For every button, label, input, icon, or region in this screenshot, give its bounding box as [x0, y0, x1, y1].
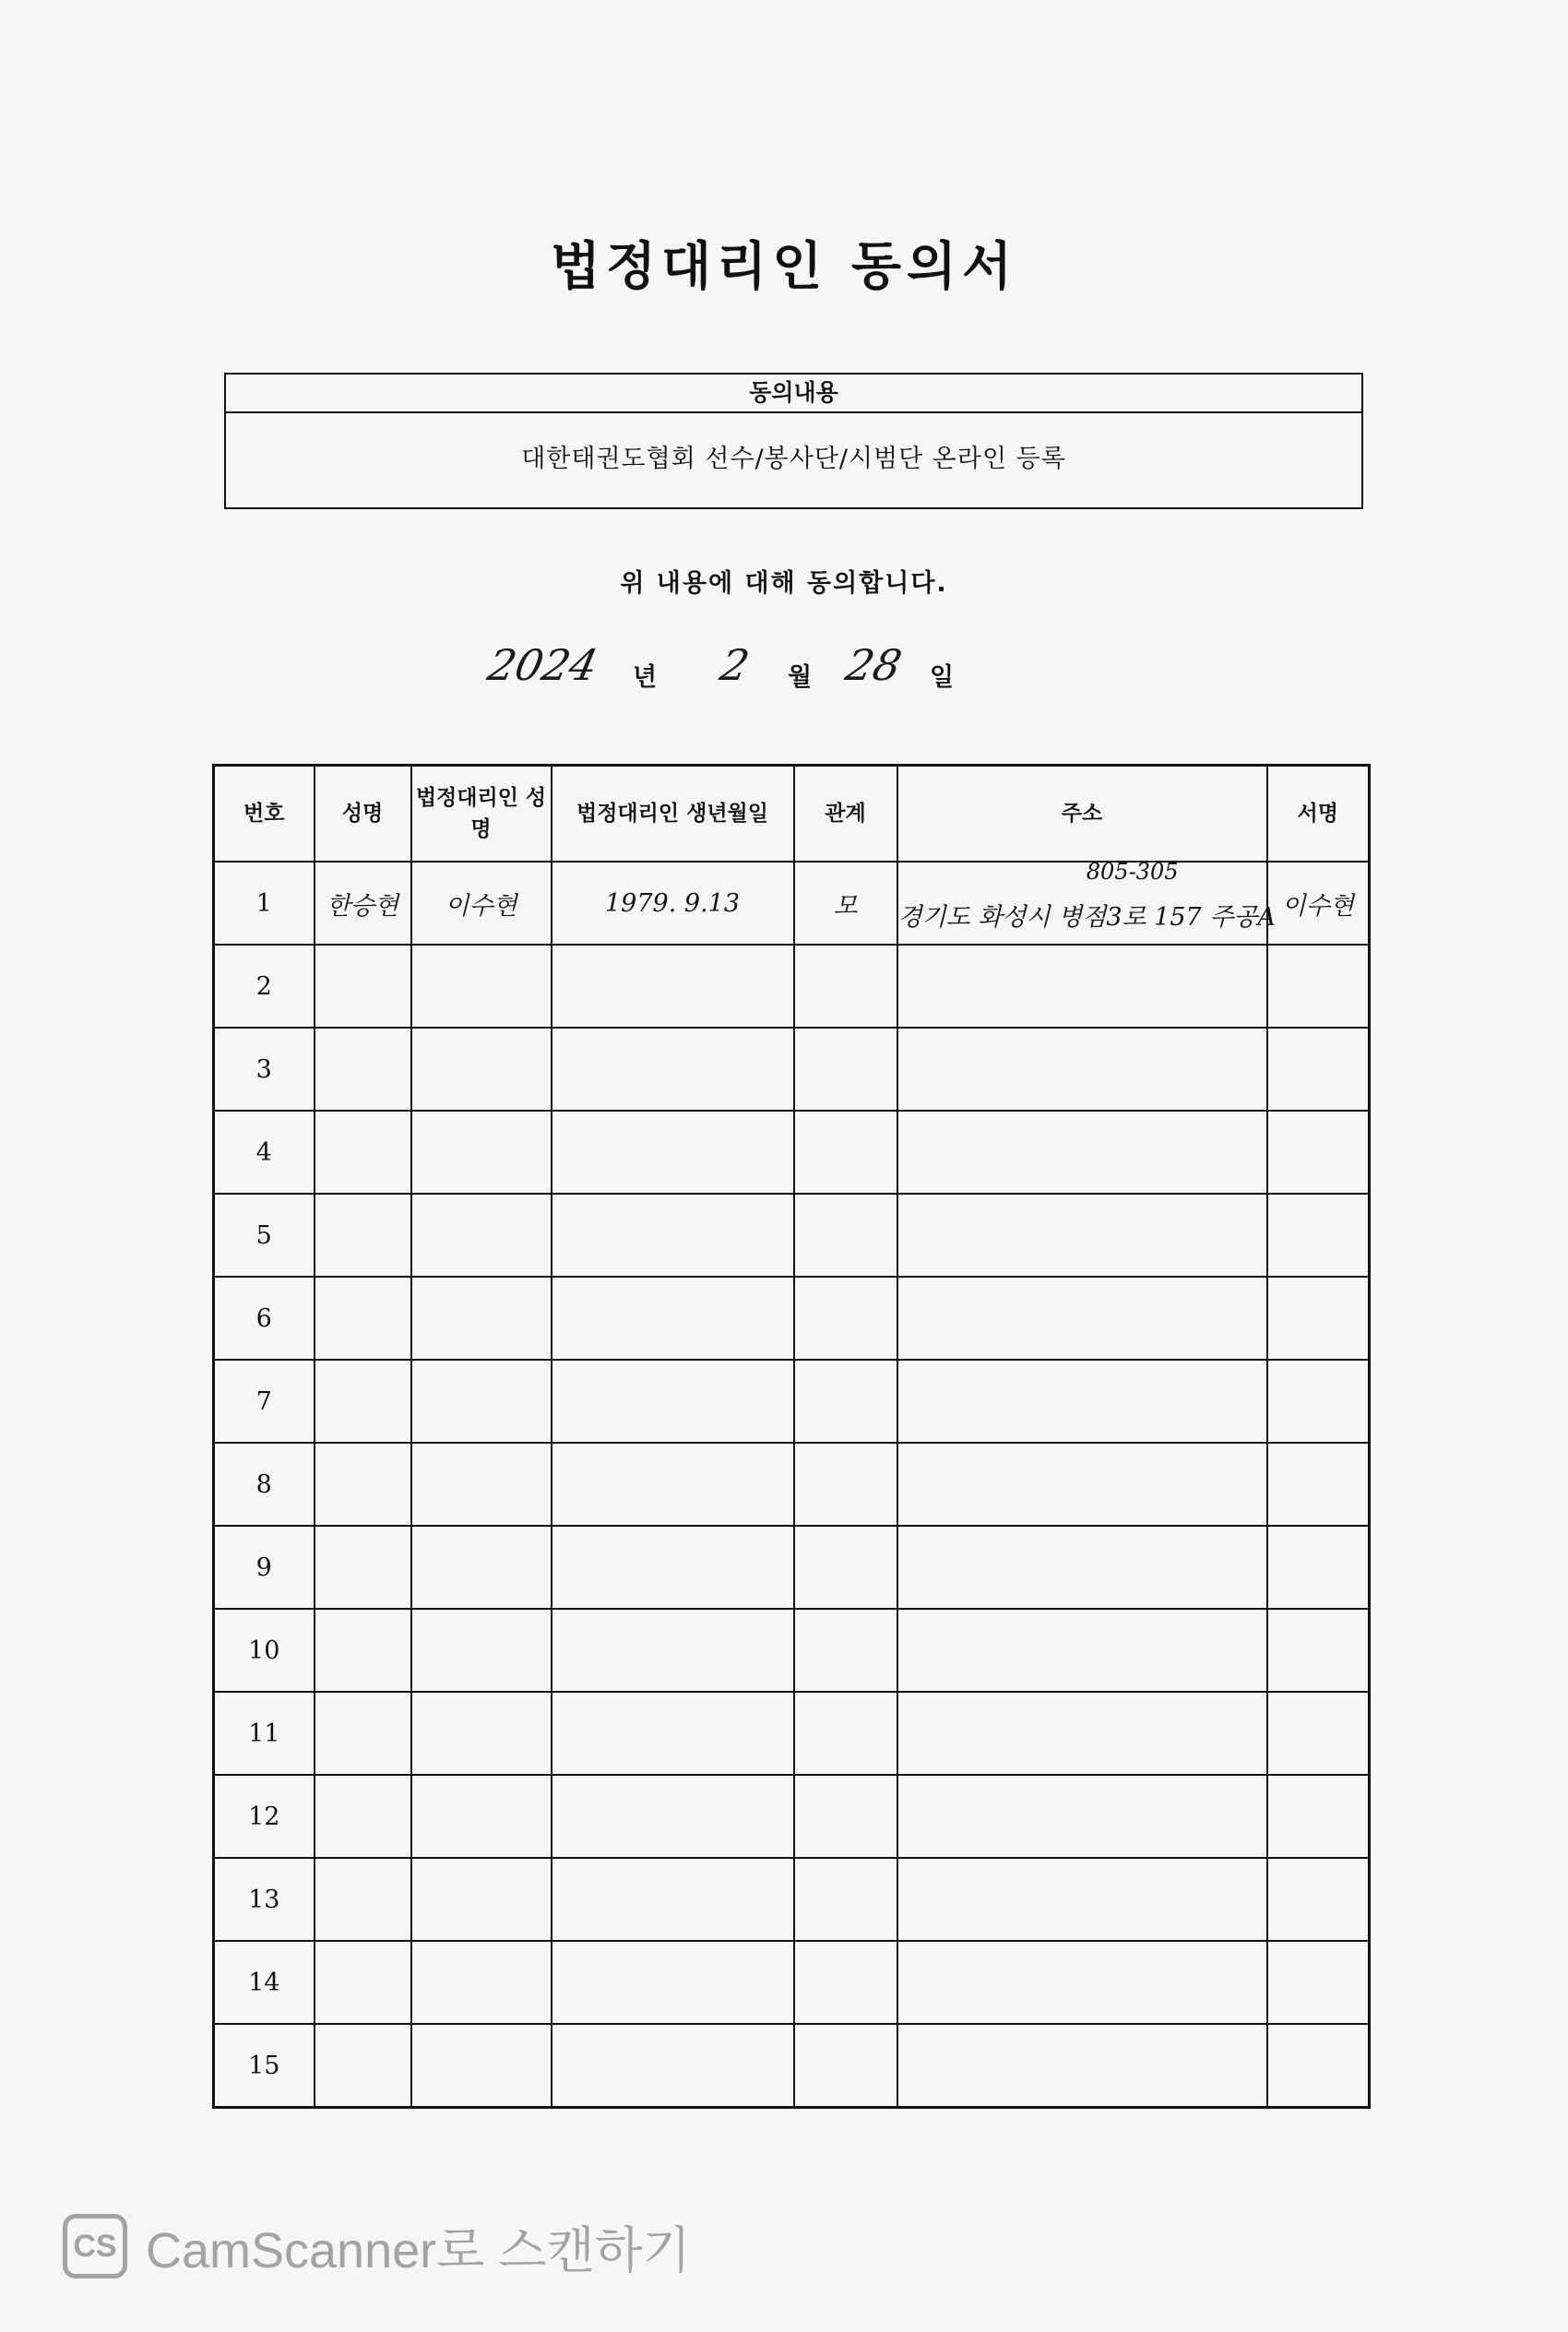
address-cell: [897, 1775, 1267, 1858]
student-name-cell: [315, 1526, 411, 1609]
table-body: [214, 859, 1370, 2108]
row-number: 4: [214, 1111, 315, 1194]
address-cell: [897, 1443, 1267, 1526]
student-name-cell: [315, 1941, 411, 2024]
signature-cell: [1267, 1692, 1370, 1775]
relation-cell: [794, 945, 897, 1028]
row-number: 1: [214, 862, 315, 945]
table-row: [214, 1277, 1370, 1360]
address-cell: [897, 1360, 1267, 1443]
guardian-dob-cell: [552, 2024, 794, 2108]
guardian-dob-cell: 1979. 9.13: [552, 862, 794, 945]
date-month-unit: 월: [788, 663, 813, 692]
header-number: 번호: [214, 766, 315, 863]
table-row: [214, 1941, 1370, 2024]
guardian-dob-cell: [552, 1526, 794, 1609]
header-guardian-dob: 법정대리인 생년월일: [552, 766, 794, 863]
address-text: [898, 1058, 1266, 1080]
address-cell: [897, 1941, 1267, 2024]
guardian-dob-cell: [552, 1775, 794, 1858]
header-address: 주소: [897, 766, 1267, 863]
row-number: 2: [214, 945, 315, 1028]
address-cell: [897, 859, 1276, 945]
header-signature: 서명: [1267, 766, 1370, 863]
student-name-cell: [315, 1775, 411, 1858]
student-name-cell: [315, 1277, 411, 1360]
address-text: [898, 1722, 1266, 1744]
address-text: [898, 1805, 1266, 1827]
date-year: 2024: [483, 640, 602, 690]
relation-cell: [794, 1941, 897, 2024]
relation-cell: [794, 1028, 897, 1111]
guardian-dob-cell: [552, 1941, 794, 2024]
address-text: [898, 1888, 1266, 1910]
header-name: 성명: [315, 766, 411, 863]
date-day-unit: 일: [930, 663, 955, 692]
header-guardian-name: 법정대리인 성명: [411, 766, 552, 863]
watermark-text: CamScanner로 스캔하기: [146, 2222, 691, 2278]
student-name-cell: [315, 945, 411, 1028]
table-row: [214, 1775, 1370, 1858]
consent-header: 동의내용: [226, 375, 1361, 413]
address-cell: [897, 1858, 1267, 1941]
scanner-watermark: [63, 2209, 691, 2283]
guardian-dob-cell: [552, 1858, 794, 1941]
signature-cell: [1267, 1941, 1370, 2024]
address-cell: [897, 945, 1267, 1028]
relation-cell: 모: [794, 862, 897, 945]
address-unit-number: 805-305: [1086, 859, 1179, 885]
relation-cell: [794, 1277, 897, 1360]
student-name-cell: [315, 1360, 411, 1443]
table-row: [214, 1028, 1370, 1111]
address-text: [898, 1141, 1266, 1163]
row-number: 10: [214, 1609, 315, 1692]
signature-cell: [1267, 1858, 1370, 1941]
guardian-name-cell: [411, 945, 552, 1028]
guardian-dob-cell: [552, 1443, 794, 1526]
guardian-dob-cell: [552, 1028, 794, 1111]
relation-cell: [794, 1609, 897, 1692]
guardian-name-cell: [411, 1526, 552, 1609]
address-cell: [897, 1692, 1267, 1775]
address-cell: [897, 1609, 1267, 1692]
address-text: [898, 1224, 1266, 1246]
agreement-statement: 위 내용에 대해 동의합니다.: [620, 569, 948, 598]
row-number: 5: [214, 1194, 315, 1277]
signature-cell: [1267, 2024, 1370, 2108]
address-text: [898, 1556, 1266, 1578]
relation-cell: [794, 1858, 897, 1941]
student-name-cell: [315, 1194, 411, 1277]
table-row: [214, 1692, 1370, 1775]
table-row: [214, 1526, 1370, 1609]
guardian-dob-cell: [552, 1277, 794, 1360]
relation-cell: [794, 1111, 897, 1194]
relation-cell: [794, 1526, 897, 1609]
guardian-name-cell: [411, 1360, 552, 1443]
signature-cell: [1267, 945, 1370, 1028]
guardian-dob-cell: [552, 1609, 794, 1692]
student-name-cell: [315, 1443, 411, 1526]
guardian-name-cell: [411, 1028, 552, 1111]
guardian-name-cell: [411, 1941, 552, 2024]
relation-cell: [794, 1692, 897, 1775]
camscanner-logo-icon: CS: [63, 2214, 127, 2278]
guardian-name-cell: [411, 1692, 552, 1775]
table-row: [214, 1609, 1370, 1692]
guardian-name-cell: [411, 1858, 552, 1941]
date-month: 2: [716, 640, 754, 690]
address-text: [898, 2054, 1266, 2076]
row-number: 3: [214, 1028, 315, 1111]
relation-cell: [794, 1775, 897, 1858]
guardian-name-cell: [411, 1111, 552, 1194]
table-row: [214, 1858, 1370, 1941]
student-name-cell: 한승현: [315, 862, 411, 945]
address-text: [898, 1473, 1266, 1495]
guardian-name-cell: [411, 1277, 552, 1360]
header-relation: 관계: [794, 766, 897, 863]
guardian-dob-cell: [552, 1194, 794, 1277]
student-name-cell: [315, 2024, 411, 2108]
guardian-dob-cell: [552, 1360, 794, 1443]
address-cell: [897, 2024, 1267, 2108]
guardian-name-cell: 이수현: [411, 862, 552, 945]
signature-cell: [1267, 1443, 1370, 1526]
signature-cell: [1267, 1609, 1370, 1692]
table-row: [214, 862, 1370, 945]
address-cell: [897, 1028, 1267, 1111]
guardian-roster-table: [212, 764, 1371, 2109]
address-cell: [897, 1194, 1267, 1277]
row-number: 14: [214, 1941, 315, 2024]
address-text: 경기도 화성시 병점3로 157 주공A: [897, 902, 1276, 932]
signature-cell: [1267, 1111, 1370, 1194]
student-name-cell: [315, 1609, 411, 1692]
table-row: [214, 2024, 1370, 2108]
table-row: [214, 945, 1370, 1028]
relation-cell: [794, 1194, 897, 1277]
student-name-cell: [315, 1111, 411, 1194]
guardian-dob-cell: [552, 945, 794, 1028]
address-cell: [897, 1526, 1267, 1609]
consent-content: 대한태권도협회 선수/봉사단/시범단 온라인 등록: [521, 445, 1066, 473]
relation-cell: [794, 1360, 897, 1443]
consent-box: [224, 373, 1363, 509]
address-cell: [897, 1277, 1267, 1360]
signature-cell: [1267, 1526, 1370, 1609]
signature-cell: 이수현: [1267, 862, 1370, 945]
signature-cell: [1267, 1194, 1370, 1277]
table-row: [214, 1360, 1370, 1443]
table-row: [214, 1111, 1370, 1194]
row-number: 12: [214, 1775, 315, 1858]
address-cell: [897, 1111, 1267, 1194]
row-number: 13: [214, 1858, 315, 1941]
relation-cell: [794, 2024, 897, 2108]
page-title: 법정대리인 동의서: [550, 237, 1018, 297]
signature-cell: [1267, 1775, 1370, 1858]
guardian-name-cell: [411, 1443, 552, 1526]
table-row: [214, 1194, 1370, 1277]
student-name-cell: [315, 1692, 411, 1775]
row-number: 15: [214, 2024, 315, 2108]
address-text: [898, 1971, 1266, 1993]
student-name-cell: [315, 1858, 411, 1941]
row-number: 11: [214, 1692, 315, 1775]
date-line: [480, 637, 1033, 701]
signature-cell: [1267, 1360, 1370, 1443]
signature-cell: [1267, 1277, 1370, 1360]
address-text: [898, 975, 1266, 997]
address-text: [898, 1307, 1266, 1329]
row-number: 7: [214, 1360, 315, 1443]
guardian-name-cell: [411, 1194, 552, 1277]
table-header-row: [214, 766, 1370, 863]
row-number: 8: [214, 1443, 315, 1526]
guardian-name-cell: [411, 1775, 552, 1858]
signature-cell: [1267, 1028, 1370, 1111]
address-text: [898, 1639, 1266, 1661]
row-number: 6: [214, 1277, 315, 1360]
date-year-unit: 년: [633, 663, 658, 692]
relation-cell: [794, 1443, 897, 1526]
student-name-cell: [315, 1028, 411, 1111]
guardian-name-cell: [411, 2024, 552, 2108]
guardian-dob-cell: [552, 1692, 794, 1775]
row-number: 9: [214, 1526, 315, 1609]
guardian-dob-cell: [552, 1111, 794, 1194]
date-day: 28: [841, 640, 907, 690]
address-text: [898, 1390, 1266, 1412]
guardian-name-cell: [411, 1609, 552, 1692]
table-row: [214, 1443, 1370, 1526]
